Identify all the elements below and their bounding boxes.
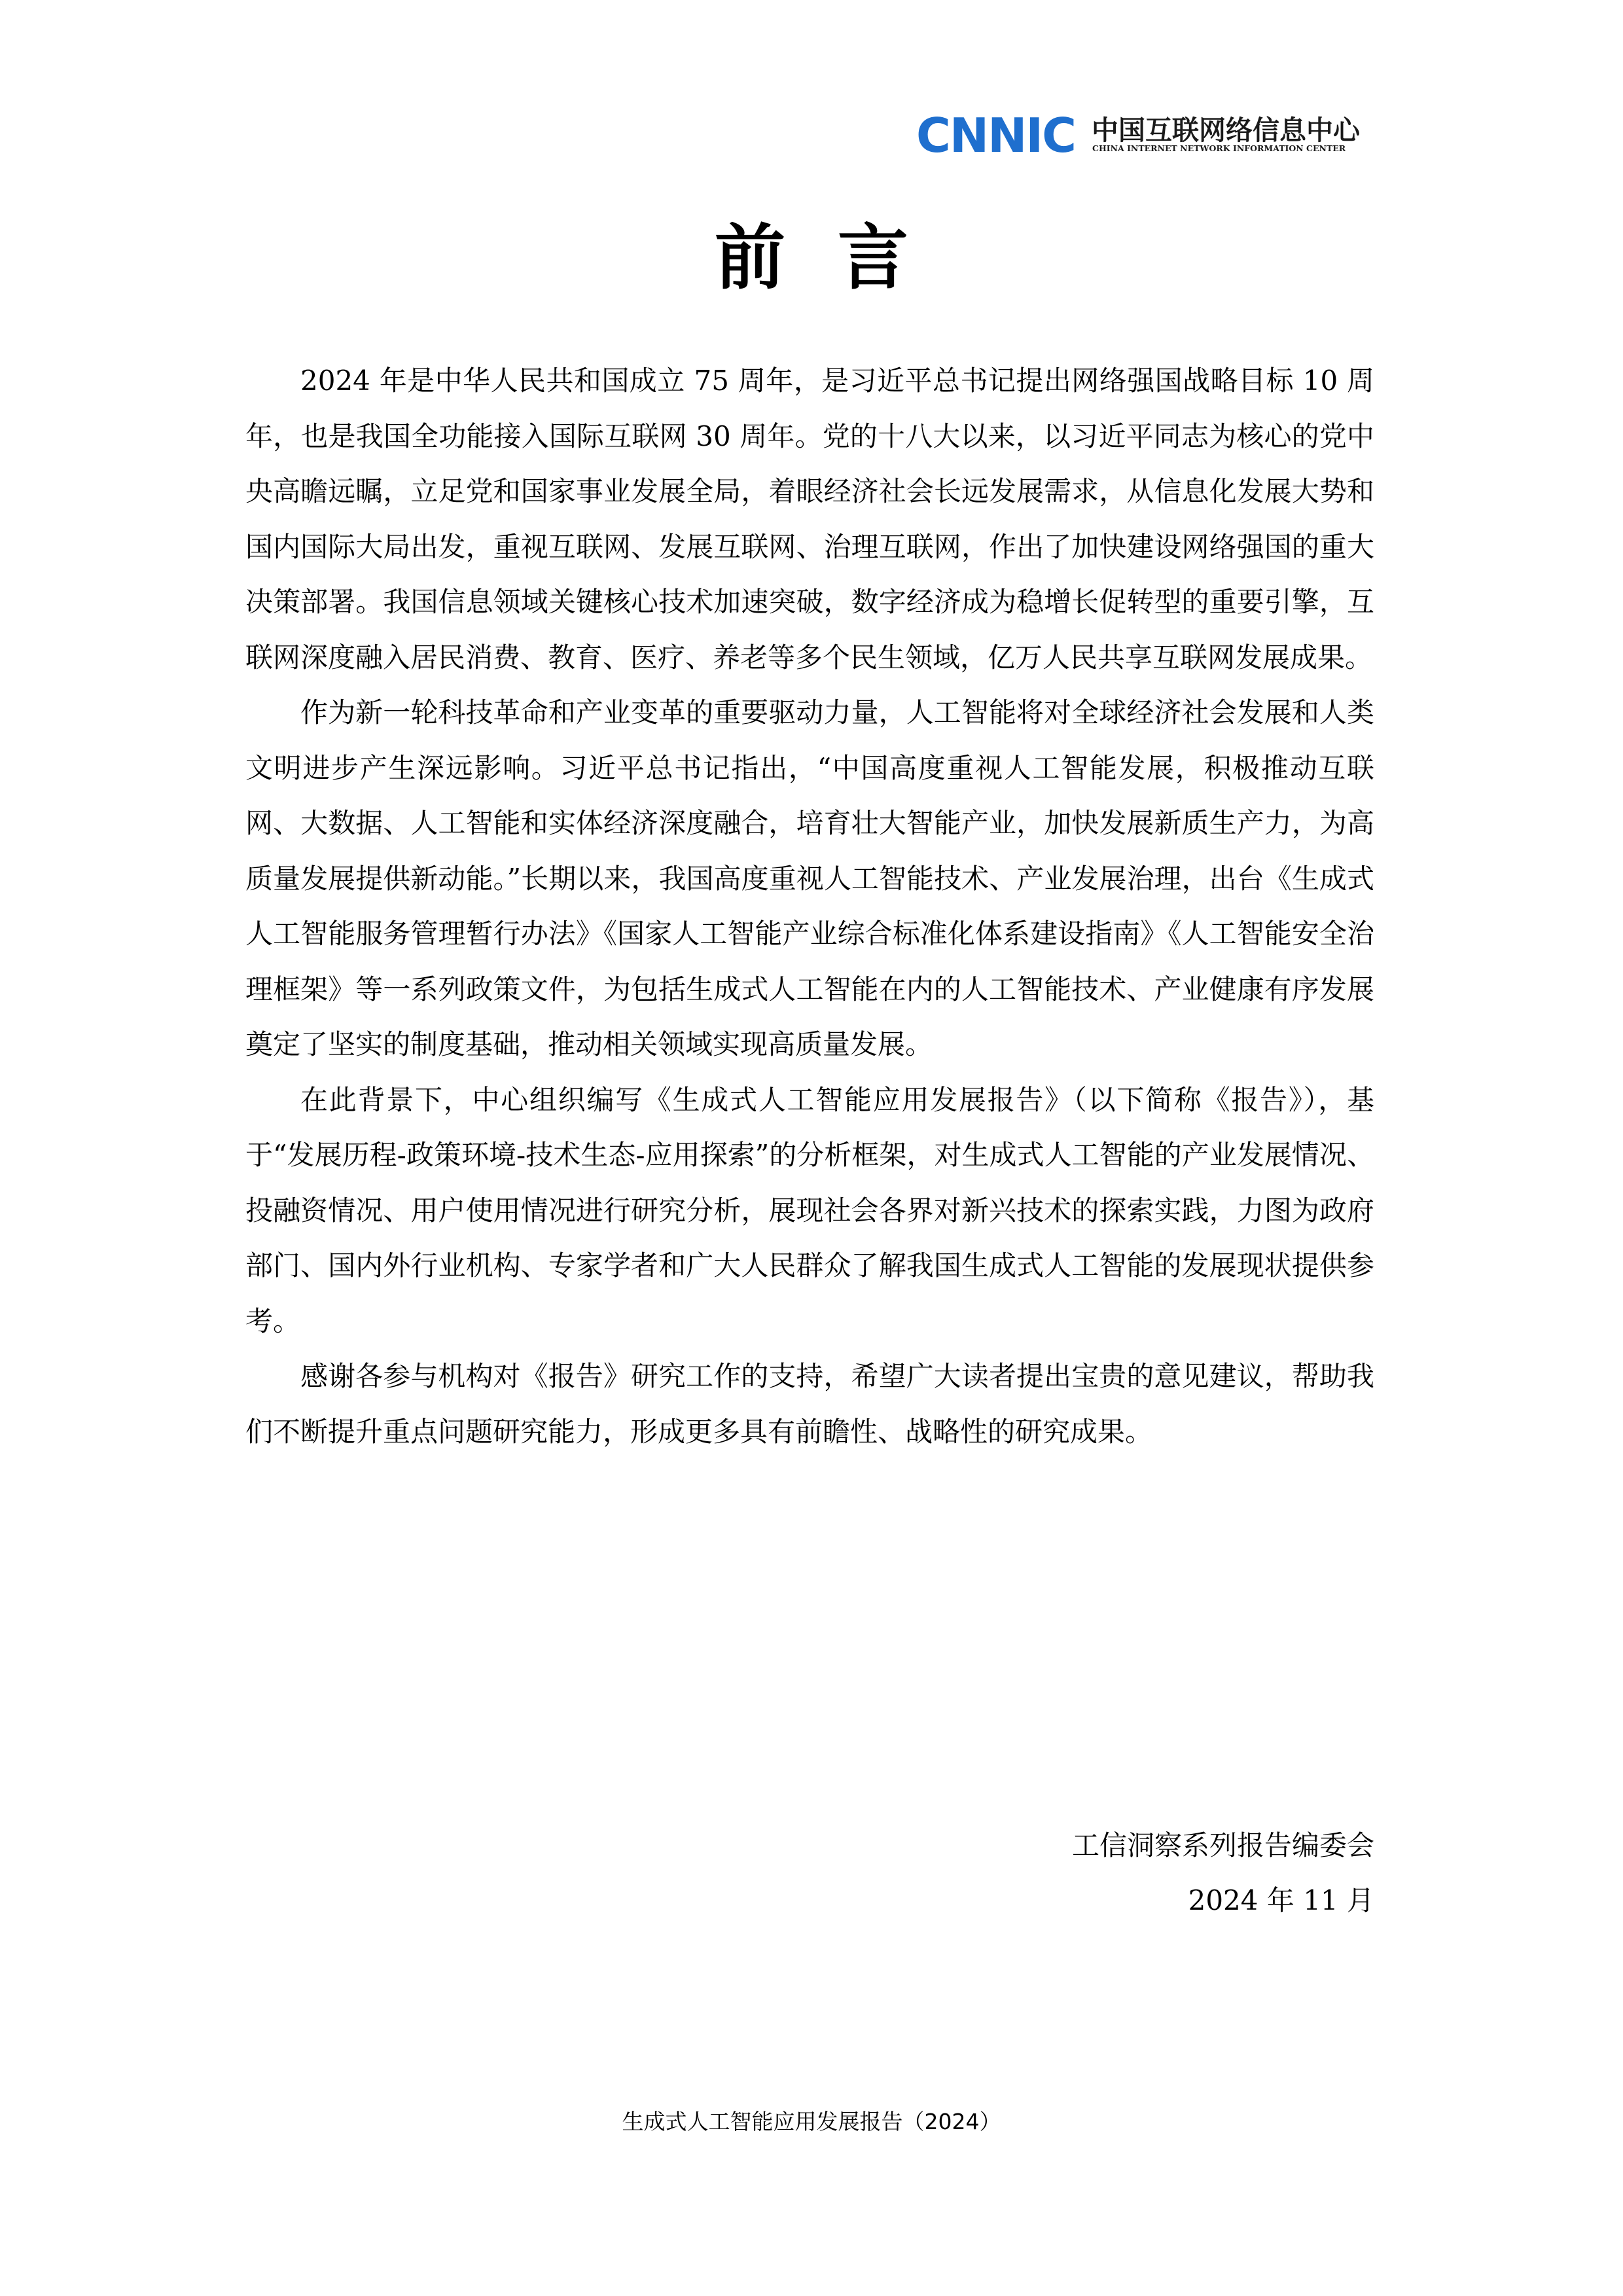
org-name-en: CHINA INTERNET NETWORK INFORMATION CENTER: [1092, 143, 1346, 153]
signature-block: [1072, 1818, 1374, 1928]
signature-committee: 工信洞察系列报告编委会: [1071, 1829, 1374, 1861]
cnnic-logo-mark: CNNIC: [916, 108, 1075, 163]
paragraph-2: 作为新一轮科技革命和产业变革的重要驱动力量，人工智能将对全球经济社会发展和人类文明进步产生深远影响。习近平总书记指出，“中国高度重视人工智能发展，积极推动互联网、大数据、人工智能和实体经济深度融合，培育壮大智能产业，加快发展新质生产力，为高质量发展提供新动能。”长期以来，我国高度重视人工智能技术、产业发展治理，出台《生成式人工智能服务管理暂行办法》《国家人工智能产业综合标准化体系建设指南》《人工智能安全治理框架》等一系列政策文件，为包括生成式人工智能在内的人工智能技术、产业健康有序发展奠定了坚实的制度基础，推动相关领域实现高质量发展。: [245, 696, 1374, 1060]
org-name-cn: 中国互联网络信息中心: [1092, 115, 1360, 146]
page-title: 前言: [714, 217, 961, 299]
paragraph-1: 2024 年是中华人民共和国成立 75 周年，是习近平总书记提出网络强国战略目标 10 周年，也是我国全功能接入国际互联网 30 周年。党的十八大以来，以习近平同志为核心的党中央高瞻远瞩，立足党和国家事业发展全局，着眼经济社会长远发展需求，从信息化发展大势和国内国际大局出发，重视互联网、发展互联网、治理互联网，作出了加快建设网络强国的重大决策部署。我国信息领域关键核心技术加速突破，数字经济成为稳增长促转型的重要引擎，互联网深度融入居民消费、教育、医疗、养老等多个民生领域，亿万人民共享互联网发展成果。: [245, 365, 1374, 673]
paragraph-3: 在此背景下，中心组织编写《生成式人工智能应用发展报告》（以下简称《报告》），基于“发展历程-政策环境-技术生态-应用探索”的分析框架，对生成式人工智能的产业发展情况、投融资情况、用户使用情况进行研究分析，展现社会各界对新兴技术的探索实践，力图为政府部门、国内外行业机构、专家学者和广大人民群众了解我国生成式人工智能的发展现状提供参考。: [245, 1083, 1374, 1337]
page-footer: 生成式人工智能应用发展报告（2024）: [622, 2109, 1001, 2134]
signature-date: 2024 年 11 月: [1188, 1884, 1374, 1916]
cnnic-logo: [916, 108, 1387, 163]
preface-body: [245, 353, 1374, 1460]
paragraph-4: 感谢各参与机构对《报告》研究工作的支持，希望广大读者提出宝贵的意见建议，帮助我们不断提升重点问题研究能力，形成更多具有前瞻性、战略性的研究成果。: [245, 1360, 1374, 1448]
